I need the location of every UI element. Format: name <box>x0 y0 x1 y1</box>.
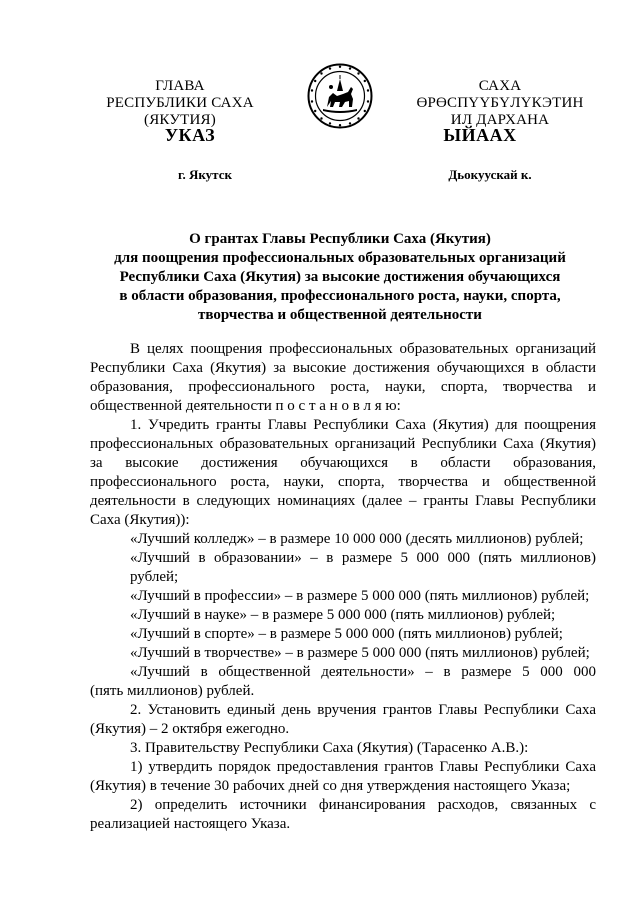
city-sah: Дьокуускай к. <box>448 167 532 182</box>
nomination-item: «Лучший в профессии» – в размере 5 000 000 (пять миллионов) рублей; <box>130 588 590 604</box>
nomination-item-last-line2: (пять миллионов) рублей. <box>90 683 255 699</box>
clause-3-paragraph: 3. Правительству Республики Саха (Якутия) (Тарасенко А.В.): <box>130 740 529 756</box>
title-line: О грантах Главы Республики Саха (Якутия) <box>189 231 491 247</box>
clause-2-paragraph: 2. Установить единый день вручения грантов Главы Республики Саха (Якутия) – 2 октября ежегодно. <box>90 702 596 737</box>
coat-of-arms-emblem-icon <box>307 63 373 129</box>
clause-3-2-paragraph: 2) определить источники финансирования расходов, связанных с реализацией настоящего Указа. <box>90 797 596 832</box>
decree-title <box>80 230 600 325</box>
issuer-name-ru <box>70 78 290 129</box>
nomination-item: «Лучший в науке» – в размере 5 000 000 (пять миллионов) рублей; <box>130 607 556 623</box>
clause-3-1-paragraph: 1) утвердить порядок предоставления грантов Главы Республики Саха (Якутия) в течение 30 рабочих дней со дня утверждения настоящего Указа; <box>90 759 596 794</box>
issuer-line-1: ГЛАВА <box>155 78 205 94</box>
city-ru: г. Якутск <box>178 167 232 182</box>
title-line: творчества и общественной деятельности <box>198 307 482 323</box>
nomination-item-last-line1: «Лучший в общественной деятельности» – в размере 5 000 000 <box>130 664 596 680</box>
issuer-line-2: РЕСПУБЛИКИ САХА (ЯКУТИЯ) <box>106 95 254 128</box>
nomination-item: «Лучший колледж» – в размере 10 000 000 (десять миллионов) рублей; <box>130 531 584 547</box>
preamble-paragraph: В целях поощрения профессиональных образовательных организаций Республики Саха (Якутия) за высокие достижения обучающихся в области образования, профессионального роста, науки, спорта, творчества и общественной деятельности п о с т а н о в л я ю: <box>90 341 596 414</box>
issuer-line-1-sah: САХА ӨРӨСПҮҮБҮЛҮКЭТИН <box>416 78 584 111</box>
nomination-item: «Лучший в спорте» – в размере 5 000 000 (пять миллионов) рублей; <box>130 626 563 642</box>
title-line: в области образования, профессионального роста, науки, спорта, <box>119 288 561 304</box>
title-line: для поощрения профессиональных образовательных организаций <box>114 250 566 266</box>
issuer-name-sah <box>395 78 605 129</box>
document-type-sah: ЫЙААХ <box>443 125 517 145</box>
issuer-line-2-sah: ИЛ ДАРХАНА <box>450 112 550 128</box>
clause-1-paragraph: 1. Учредить гранты Главы Республики Саха (Якутия) для поощрения профессиональных образовательных организаций Республики Саха (Якутия) за высокие достижения обучающихся в области образования, профессионального роста, науки, спорта, творчества и общественной деятельности в следующих номинациях (далее – гранты Главы Республики Саха (Якутия)): <box>90 417 596 528</box>
document-type-ru: УКАЗ <box>164 125 216 145</box>
nomination-item: «Лучший в творчестве» – в размере 5 000 000 (пять миллионов) рублей; <box>130 645 590 661</box>
nomination-item: «Лучший в образовании» – в размере 5 000 000 (пять миллионов) рублей; <box>130 550 596 585</box>
title-line: Республики Саха (Якутия) за высокие достижения обучающихся <box>119 269 561 285</box>
decree-body <box>90 340 596 834</box>
